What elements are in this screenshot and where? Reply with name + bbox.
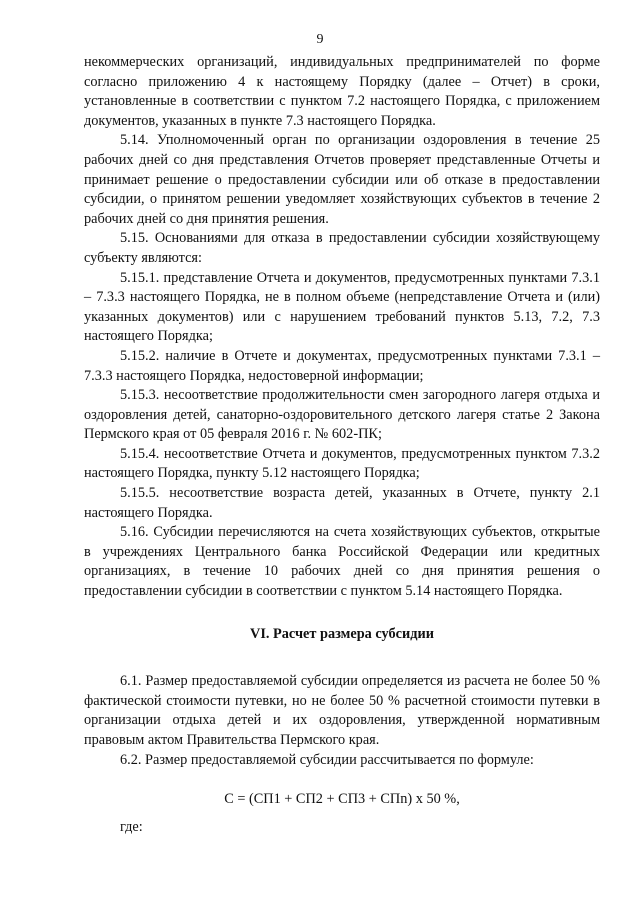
- paragraph-5-16: 5.16. Субсидии перечисляются на счета хозяйствующих субъектов, открытые в учреждениях Центрального банка Российской Федерации или кредитных организациях, в течение 10 рабочих дней со дня принятия решения о предоставлении субсидии в соответствии с пунктом 5.14 настоящего Порядка.: [84, 524, 600, 600]
- paragraph-5-15-2: 5.15.2. наличие в Отчете и документах, предусмотренных пунктами 7.3.1 – 7.3.3 настоящего Порядка, недостоверной информации;: [84, 347, 600, 384]
- paragraph-5-15-3: 5.15.3. несоответствие продолжительности смен загородного лагеря отдыха и оздоровления детей, санаторно-оздоровительного детского лагеря статье 2 Закона Пермского края от 05 февраля 2016 г. № 602-ПК;: [84, 387, 600, 443]
- paragraph-5-14: 5.14. Уполномоченный орган по организации оздоровления в течение 25 рабочих дней со дня представления Отчетов проверяет представленные Отчеты и принимает решение о предоставлении субсидии или об отказе в предоставлении субсидии, о принятом решении уведомляет хозяйствующих субъектов в течение 2 рабочих дней со дня принятия решения.: [84, 132, 600, 227]
- paragraph-5-15: 5.15. Основаниями для отказа в предоставлении субсидии хозяйствующему субъекту являются:: [84, 230, 600, 266]
- paragraph-6-1: 6.1. Размер предоставляемой субсидии определяется из расчета не более 50 % фактической стоимости путевки, но не более 50 % расчетной стоимости путевки в организации отдыха детей и их оздоровления, утвержденной нормативным правовым актом Правительства Пермского края.: [84, 673, 600, 748]
- paragraph-6-2: 6.2. Размер предоставляемой субсидии рассчитывается по формуле:: [120, 751, 534, 768]
- paragraph-intro: некоммерческих организаций, индивидуальных предпринимателей по форме согласно приложению 4 к настоящему Порядку (далее – Отчет) в сроки, установленные в соответствии с пунктом 7.2 настоящего Порядка, с приложением документов, указанных в пункте 7.3 настоящего Порядка.: [84, 54, 600, 129]
- page-number: 9: [316, 32, 324, 47]
- formula: С = (СП1 + СП2 + СП3 + СПn) x 50 %,: [224, 791, 460, 808]
- paragraph-5-15-1: 5.15.1. представление Отчета и документов, предусмотренных пунктами 7.3.1 – 7.3.3 настоящего Порядка, не в полном объеме (непредставление Отчета и (или) указанных документов) или с нарушением требований пунктов 5.13, 7.2, 7.3 настоящего Порядка;: [84, 269, 600, 345]
- section-heading: VI. Расчет размера субсидии: [250, 625, 434, 642]
- paragraph-5-15-5: 5.15.5. несоответствие возраста детей, указанных в Отчете, пункту 2.1 настоящего Порядка.: [84, 485, 600, 521]
- where-label: где:: [120, 818, 143, 835]
- document-body: [84, 53, 600, 852]
- paragraph-5-15-4: 5.15.4. несоответствие Отчета и документов, предусмотренных пунктом 7.3.2 настоящего Порядка, пункту 5.12 настоящего Порядка;: [84, 445, 600, 482]
